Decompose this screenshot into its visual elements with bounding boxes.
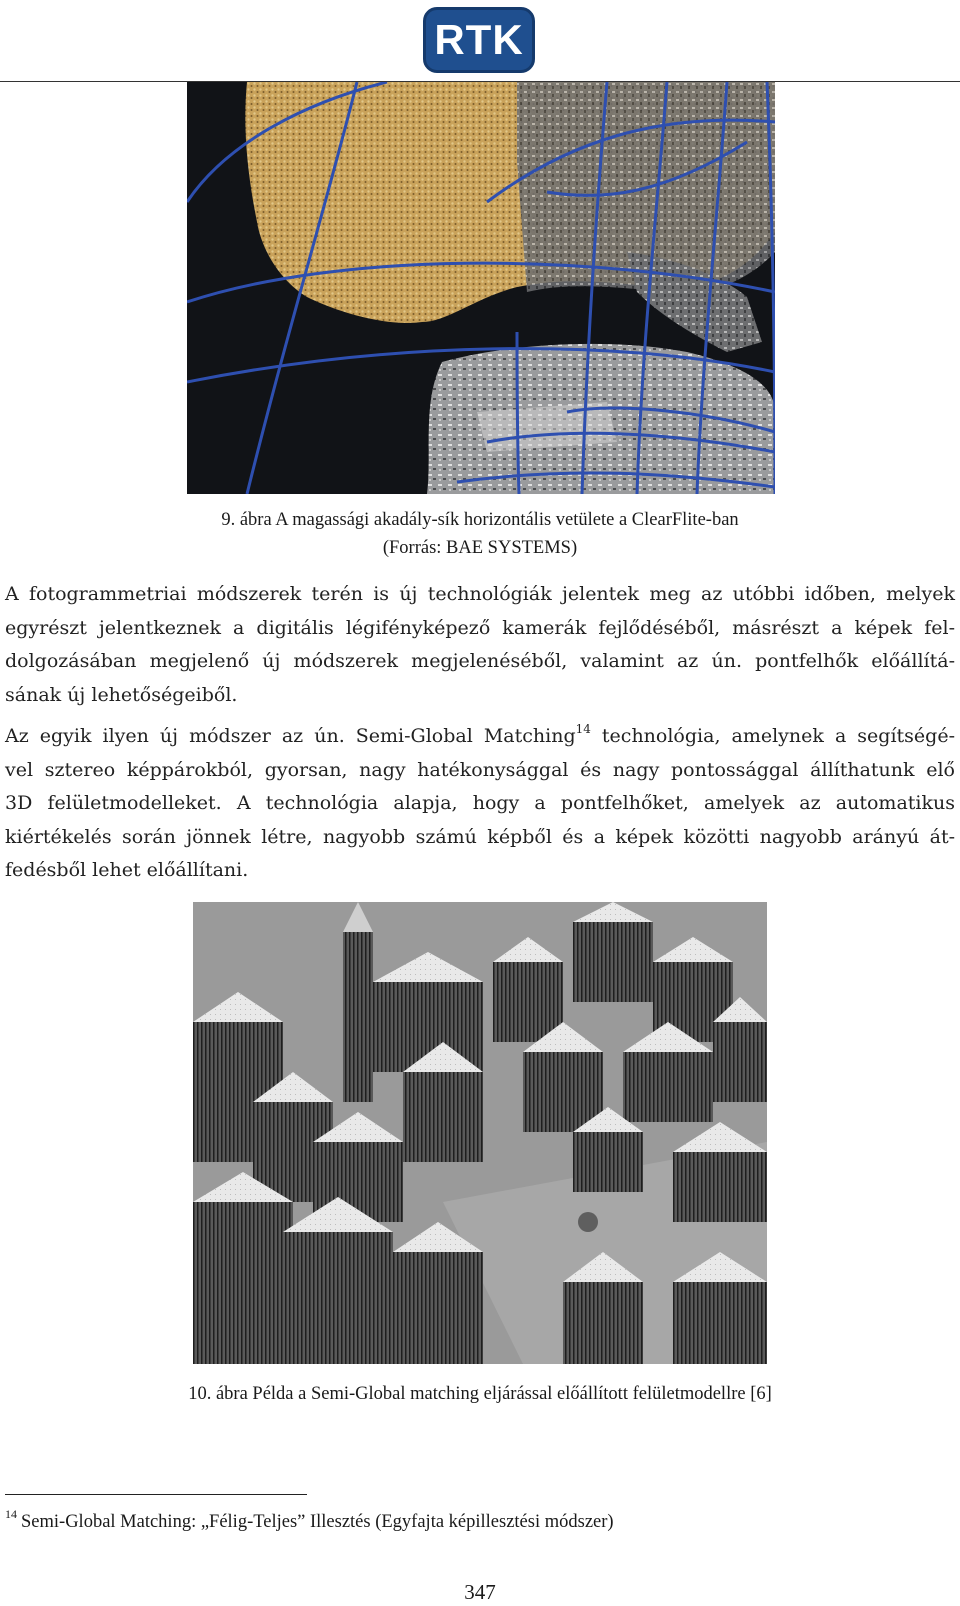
footnote-text: Semi-Global Matching: „Félig-Teljes” Illesztés (Egyfajta képillesztési módszer)	[21, 1512, 614, 1532]
footnote	[5, 1506, 614, 1533]
paragraph-line: sának új lehetőségeiből.	[5, 683, 238, 706]
paragraph-line: A fotogrammetriai módszerek terén is új technológiák jelentek meg az utóbbi időben, melyek	[5, 583, 955, 605]
figure-aerial-obstacle-surface	[187, 82, 775, 494]
paragraph-line: kiértékelés során jönnek létre, nagyobb számú képből és a képek közötti nagyobb arányú át-	[5, 825, 955, 848]
paragraph-line: egyrészt jelentkeznek a digitális légifényképező kamerák fejlődéséből, másrészt a képek fel-	[5, 616, 955, 639]
figure1-caption: 9. ábra A magassági akadály-sík horizontális vetülete a ClearFlite-ban	[221, 510, 739, 530]
figure1-source: (Forrás: BAE SYSTEMS)	[382, 538, 578, 558]
page-number: 347	[464, 1580, 496, 1604]
figure2-caption: 10. ábra Példa a Semi-Global matching eljárással előállított felületmodellre [6]	[188, 1384, 772, 1404]
paragraph-photogrammetry	[5, 578, 955, 712]
aerial-image	[187, 82, 775, 494]
paragraph-sgm	[5, 720, 955, 888]
footnote-ref[interactable]: 14	[575, 721, 591, 736]
logo-text: RTK	[434, 16, 524, 63]
paragraph-line: fedésből lehet előállítani.	[5, 859, 249, 881]
footnote-marker: 14	[5, 1506, 17, 1521]
page-header	[0, 0, 960, 82]
paragraph-line: vel sztereo képpárokból, gyorsan, nagy hatékonysággal és nagy pontossággal állíthatunk elő	[5, 758, 955, 781]
paragraph-line: dolgozásában megjelenő új módszerek megjelenéséből, valamint az ún. pontfelhők előállítá-	[5, 650, 955, 672]
surface-model-image	[193, 902, 767, 1364]
rtk-logo	[423, 7, 535, 73]
paragraph-text: technológia, amelynek a segítségé-	[590, 725, 955, 747]
footnote-divider	[5, 1494, 307, 1495]
figure-surface-model	[193, 902, 767, 1364]
paragraph-line-with-footnote	[5, 720, 955, 754]
paragraph-line: 3D felületmodelleket. A technológia alapja, hogy a pontfelhőket, amelyek az automatikus	[5, 792, 955, 814]
paragraph-text: Az egyik ilyen új módszer az ún. Semi-Global Matching	[5, 725, 576, 747]
